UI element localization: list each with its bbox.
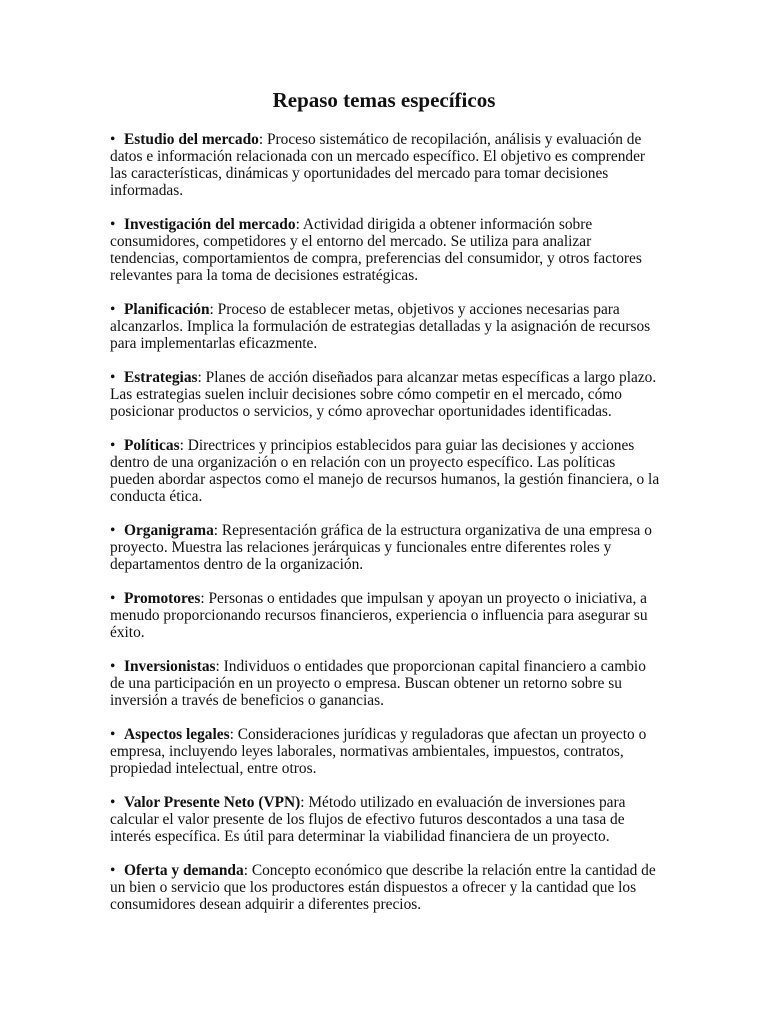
item-term: Oferta y demanda	[124, 862, 244, 879]
list-item	[110, 794, 660, 845]
item-separator: :	[295, 216, 300, 233]
list-item	[110, 590, 660, 641]
list-item	[110, 437, 660, 505]
page-title: Repaso temas específicos	[272, 88, 496, 112]
item-term: Valor Presente Neto (VPN)	[124, 794, 301, 811]
item-definition: Proceso de establecer metas, objetivos y acciones necesarias para alcanzarlos. Implica la formulación de estrategias detalladas y la asignación de recursos para implementarlas eficazmente.	[110, 301, 651, 352]
bullet-icon: •	[110, 658, 116, 675]
item-term: Inversionistas	[124, 658, 216, 675]
item-term: Planificación	[124, 301, 210, 318]
list-item	[110, 131, 660, 199]
definition-list	[110, 131, 660, 930]
item-definition: Representación gráfica de la estructura organizativa de una empresa o proyecto. Muestra las relaciones jerárquicas y funcionales entre diferentes roles y departamentos dentro de la organización.	[110, 522, 652, 573]
item-separator: :	[197, 369, 202, 386]
item-definition: Concepto económico que describe la relación entre la cantidad de un bien o servicio que los productores están dispuestos a ofrecer y la cantidad que los consumidores desean adquirir a diferentes precios.	[110, 862, 656, 913]
bullet-icon: •	[110, 131, 116, 148]
item-term: Promotores	[124, 590, 201, 607]
bullet-icon: •	[110, 794, 116, 811]
list-item	[110, 301, 660, 352]
item-definition: Individuos o entidades que proporcionan capital financiero a cambio de una participación en un proyecto o empresa. Buscan obtener un retorno sobre su inversión a través de beneficios o ganancias.	[110, 658, 646, 709]
bullet-icon: •	[110, 862, 116, 879]
bullet-icon: •	[110, 437, 116, 454]
item-definition: Directrices y principios establecidos para guiar las decisiones y acciones dentro de una organización o en relación con un proyecto específico. Las políticas pueden abordar aspectos como el manejo de recursos humanos, la gestión financiera, o la conducta ética.	[110, 437, 660, 505]
list-item	[110, 369, 660, 420]
item-term: Estrategias	[124, 369, 198, 386]
bullet-icon: •	[110, 590, 116, 607]
list-item	[110, 862, 660, 913]
item-separator: :	[300, 794, 305, 811]
item-term: Políticas	[124, 437, 180, 454]
item-separator: :	[243, 862, 248, 879]
item-definition: Consideraciones jurídicas y reguladoras que afectan un proyecto o empresa, incluyendo leyes laborales, normativas ambientales, impuestos, contratos, propiedad intelectual, entre otros.	[110, 726, 647, 777]
item-separator: :	[179, 437, 184, 454]
bullet-icon: •	[110, 726, 116, 743]
item-separator: :	[200, 590, 205, 607]
item-separator: :	[229, 726, 234, 743]
item-definition: Método utilizado en evaluación de inversiones para calcular el valor presente de los flujos de efectivo futuros descontados a una tasa de interés específica. Es útil para determinar la viabilidad financiera de un proyecto.	[110, 794, 626, 845]
item-term: Investigación del mercado	[124, 216, 296, 233]
item-separator: :	[215, 658, 220, 675]
item-separator: :	[258, 131, 264, 148]
item-definition: Planes de acción diseñados para alcanzar metas específicas a largo plazo. Las estrategias suelen incluir decisiones sobre cómo competir en el mercado, cómo posicionar productos o servicios, y cómo aprovechar oportunidades identificadas.	[110, 369, 657, 420]
item-separator: :	[209, 301, 214, 318]
item-term: Estudio del mercado	[124, 131, 259, 148]
bullet-icon: •	[110, 369, 116, 386]
item-definition: Proceso sistemático de recopilación, análisis y evaluación de datos e información relacionada con un mercado específico. El objetivo es comprender las características, dinámicas y oportunidades del mercado para tomar decisiones informadas.	[110, 131, 646, 199]
item-definition: Actividad dirigida a obtener información sobre consumidores, competidores y el entorno del mercado. Se utiliza para analizar tendencias, comportamientos de compra, preferencias del consumidor, y otros factores relevantes para la toma de decisiones estratégicas.	[110, 216, 642, 284]
item-term: Organigrama	[124, 522, 214, 539]
item-definition: Personas o entidades que impulsan y apoyan un proyecto o iniciativa, a menudo proporcionando recursos financieros, experiencia o influencia para asegurar su éxito.	[110, 590, 648, 641]
item-separator: :	[213, 522, 219, 539]
bullet-icon: •	[110, 522, 116, 539]
item-term: Aspectos legales	[124, 726, 230, 743]
list-item	[110, 658, 660, 709]
list-item	[110, 522, 660, 573]
list-item	[110, 216, 660, 284]
bullet-icon: •	[110, 216, 116, 233]
bullet-icon: •	[110, 301, 116, 318]
list-item	[110, 726, 660, 777]
